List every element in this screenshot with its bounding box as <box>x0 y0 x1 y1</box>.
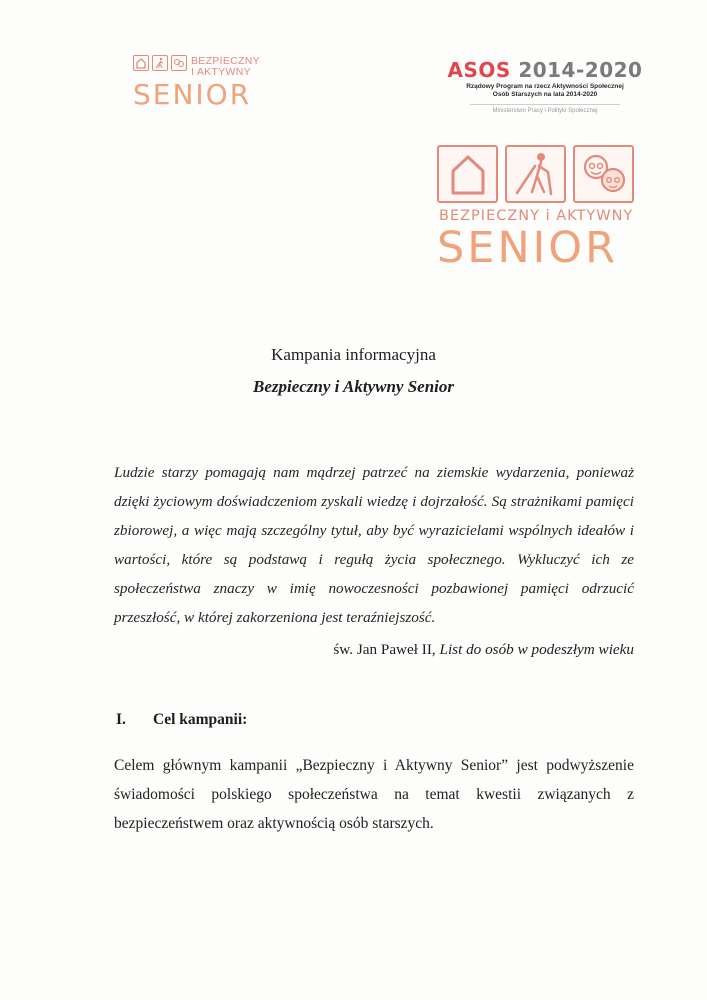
quote-source <box>333 640 634 660</box>
asos-years: 2014-2020 <box>518 58 643 82</box>
asos-brand: ASOS <box>447 58 511 82</box>
walking-senior-icon <box>152 55 168 71</box>
section-title <box>116 710 247 730</box>
heading-line1: Kampania informacyjna <box>271 345 436 364</box>
logo-large-tagline: BEZPIECZNY i AKTYWNY <box>439 208 634 224</box>
section-body: Celem głównym kampanii „Bezpieczny i Aktywny Senior” jest podwyższenie świadomości polskiego społeczeństwa na temat kwestii związanych z bezpieczeństwem oraz aktywnością osób starszych. <box>114 757 634 832</box>
asos-title <box>440 58 650 82</box>
logo-small-line1: BEZPIECZNY <box>191 55 260 67</box>
logo-large-icons <box>437 145 634 203</box>
document-heading <box>0 344 707 398</box>
walking-senior-icon <box>505 145 566 203</box>
asos-ministry: Ministerstwo Pracy i Polityki Społecznej <box>492 108 598 114</box>
heading-line2: Bezpieczny i Aktywny Senior <box>252 377 454 396</box>
house-icon <box>133 55 149 71</box>
asos-subtitle-line2: Osób Starszych na lata 2014-2020 <box>492 91 598 98</box>
logo-large-word: SENIOR <box>437 223 619 273</box>
asos-logo <box>440 58 650 114</box>
asos-subtitle <box>440 83 650 99</box>
logo-small-tagline <box>191 56 260 78</box>
bezpieczny-senior-logo-large <box>437 145 637 275</box>
section-number: I. <box>116 711 126 728</box>
quote-author: św. Jan Paweł II, <box>333 641 436 658</box>
house-icon <box>437 145 498 203</box>
bezpieczny-senior-logo-small <box>133 55 273 115</box>
logo-icons <box>133 55 187 71</box>
quote-paragraph: Ludzie starzy pomagają nam mądrzej patrzeć na ziemskie wydarzenia, ponieważ dzięki życiowym doświadczeniom zyskali wiedzę i dojrzałość. Są strażnikami pamięci zbiorowej, a więc mają szczególny tytuł, aby być wyrazicielami wspólnych ideałów i wartości, które są podstawą i regułą życia społecznego. Wykluczyć ich ze społeczeństwa znaczy w imię nowoczesności pozbawionej pamięci odrzucić przeszłość, w której zakorzeniona jest teraźniejszość. <box>114 464 634 626</box>
section-label: Cel kampanii: <box>153 711 248 728</box>
asos-divider <box>470 104 620 105</box>
asos-subtitle-line1: Rządowy Program na rzecz Aktywności Społecznej <box>466 83 624 90</box>
quote-work: List do osób w podeszłym wieku <box>439 641 634 658</box>
logo-small-word: SENIOR <box>133 78 252 111</box>
logo-small-line2: I AKTYWNY <box>191 66 251 78</box>
senior-couple-icon <box>171 55 187 71</box>
senior-couple-icon <box>573 145 634 203</box>
